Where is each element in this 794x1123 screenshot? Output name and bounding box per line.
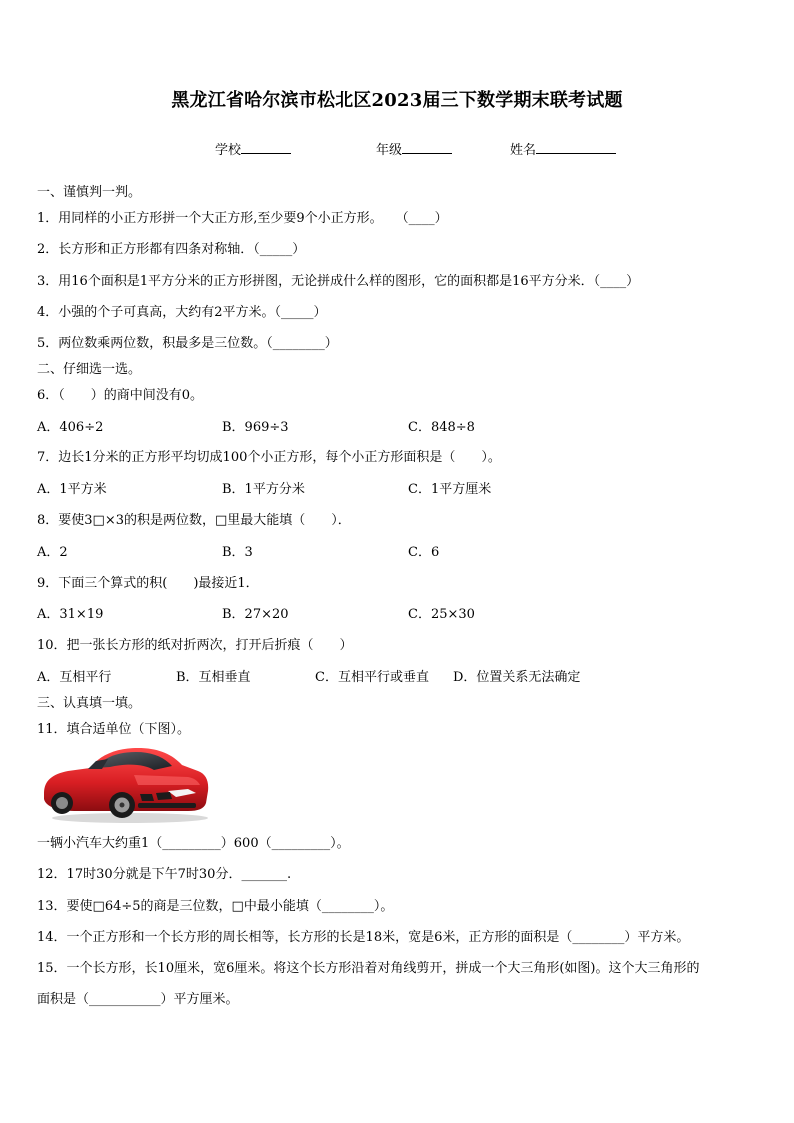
section-heading-3: 三、认真填一填。 [37,696,142,711]
red-car-image [38,741,210,823]
page-title: 黑龙江省哈尔滨市松北区2023届三下数学期末联考试题 [171,90,623,111]
section-heading-1: 一、谨慎判一判。 [37,185,142,200]
q6-option-c: C．848÷8 [408,420,475,435]
q8-option-c: C．6 [408,545,440,560]
q8-option-b: B．3 [222,545,253,560]
question-6: 6．（ ）的商中间没有0。 [37,388,204,403]
q7-option-c: C．1平方厘米 [408,482,492,497]
question-15: 15．一个长方形，长10厘米，宽6厘米。将这个长方形沿着对角线剪开，拼成一个大三角形(如图)。这个大三角形的 [37,961,700,976]
q10-option-b: B．互相垂直 [176,670,251,685]
name-field [510,139,616,158]
q7-option-b: B．1平方分米 [222,482,305,497]
grade-field [376,139,452,158]
q9-option-a: A．31×19 [37,607,104,622]
question-1: 1．用同样的小正方形拼一个大正方形,至少要9个小正方形。 （____） [37,211,448,226]
q10-option-c: C．互相平行或垂直 [315,670,429,685]
name-label: 姓名 [510,143,537,158]
question-2: 2．长方形和正方形都有四条对称轴．（_____） [37,242,306,257]
question-14: 14．一个正方形和一个长方形的周长相等，长方形的长是18米，宽是6米，正方形的面积是（________）平方米。 [37,930,690,945]
q10-option-d: D．位置关系无法确定 [453,670,581,685]
question-13: 13．要使□64÷5的商是三位数，□中最小能填（________）。 [37,899,394,914]
section-heading-2: 二、仔细选一选。 [37,362,142,377]
question-8: 8．要使3□×3的积是两位数，□里最大能填（ ）． [37,513,351,528]
grade-label: 年级 [376,143,403,158]
question-11-text: 一辆小汽车大约重1（_________）600（_________）。 [37,836,350,851]
question-12: 12．17时30分就是下午7时30分．_______. [37,867,292,882]
q6-option-a: A．406÷2 [37,420,104,435]
question-11: 11．填合适单位（下图）。 [37,722,191,737]
q6-option-b: B．969÷3 [222,420,289,435]
q7-option-a: A．1平方米 [37,482,107,497]
q9-option-b: B．27×20 [222,607,289,622]
school-label: 学校 [215,143,242,158]
question-4: 4．小强的个子可真高，大约有2平方米。（_____） [37,305,327,320]
grade-blank [402,140,452,154]
question-3: 3．用16个面积是1平方分米的正方形拼图，无论拼成什么样的图形，它的面积都是16平方分米．（____） [37,274,640,289]
q9-option-c: C．25×30 [408,607,475,622]
question-9: 9．下面三个算式的积( )最接近1． [37,576,259,591]
question-10: 10．把一张长方形的纸对折两次，打开后折痕（ ） [37,638,353,653]
school-blank [241,140,291,154]
school-field [215,139,291,158]
q8-option-a: A．2 [37,545,68,560]
question-5: 5．两位数乘两位数，积最多是三位数。（________） [37,336,338,351]
question-15-continued: 面积是（___________）平方厘米。 [37,992,239,1007]
q10-option-a: A．互相平行 [37,670,112,685]
question-7: 7．边长1分米的正方形平均切成100个小正方形，每个小正方形面积是（ ）。 [37,450,501,465]
name-blank [536,140,616,154]
